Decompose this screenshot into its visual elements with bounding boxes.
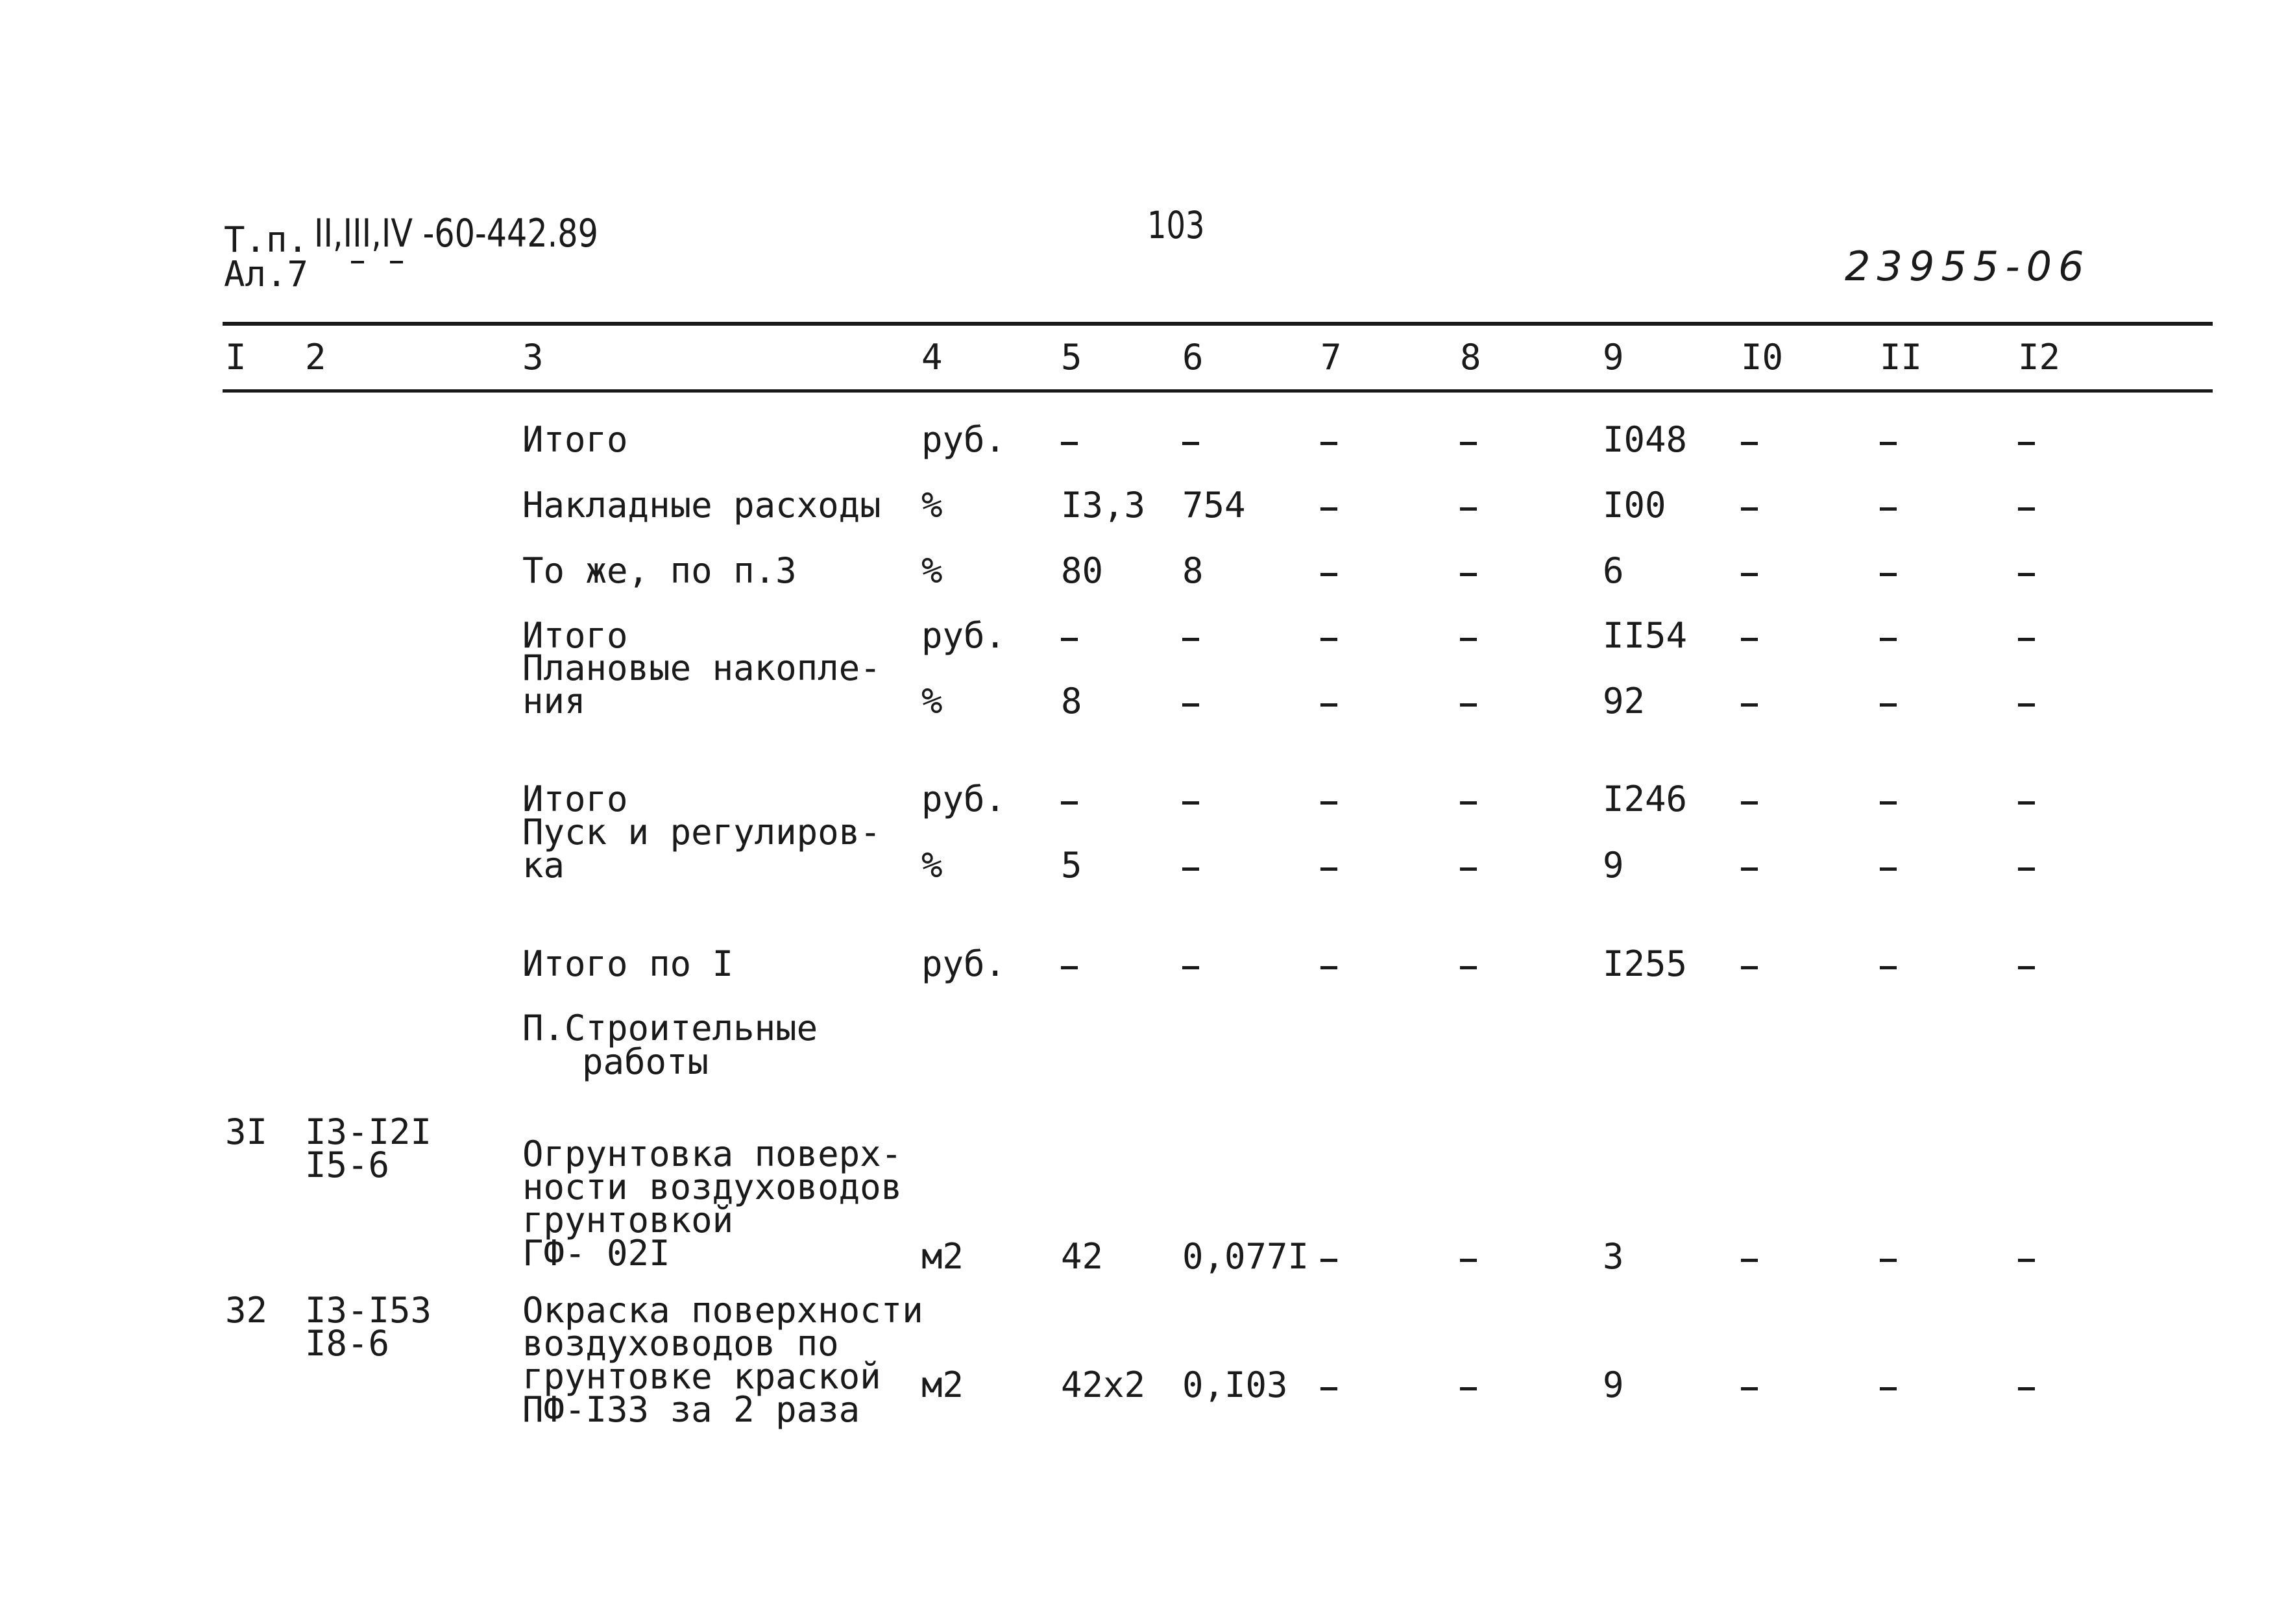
row-number: 3I	[225, 1111, 268, 1152]
cell-unit: м2	[921, 1236, 964, 1277]
cell-c6	[1182, 867, 1199, 871]
row-name-line: Итого по I	[522, 943, 734, 984]
cell-c8	[1460, 442, 1477, 445]
cell-c9: 6	[1603, 550, 1624, 591]
cell-c7	[1320, 573, 1337, 576]
cell-c11	[1880, 442, 1897, 445]
column-header-5: 5	[1061, 337, 1082, 378]
cell-c8	[1460, 1387, 1477, 1390]
cell-c8	[1460, 573, 1477, 576]
series-prefix: Т.п.	[224, 219, 309, 260]
cell-c7	[1320, 1259, 1337, 1262]
cell-c11	[1880, 573, 1897, 576]
cell-c7	[1320, 1387, 1337, 1390]
overline-mark	[390, 261, 403, 263]
document-number: 23955-06	[1845, 243, 2091, 290]
cell-unit: руб.	[921, 615, 1006, 656]
cell-c12	[2018, 703, 2035, 707]
overline-mark	[351, 261, 364, 263]
cell-c5: 5	[1061, 845, 1082, 886]
cell-c8	[1460, 507, 1477, 511]
cell-c7	[1320, 867, 1337, 871]
section-title-line-1: П.Строительные	[522, 1008, 818, 1048]
cell-c12	[2018, 1259, 2035, 1262]
cell-c8	[1460, 867, 1477, 871]
cell-unit: м2	[921, 1364, 964, 1405]
column-header-3: 3	[522, 337, 544, 378]
cell-c6: 0,077I	[1182, 1236, 1309, 1277]
cell-c7	[1320, 801, 1337, 805]
cell-c10	[1741, 507, 1758, 511]
cell-c10	[1741, 801, 1758, 805]
cell-c6: 8	[1182, 550, 1204, 591]
cell-c5: 8	[1061, 681, 1082, 721]
cell-c9: II54	[1603, 615, 1688, 656]
cell-c10	[1741, 703, 1758, 707]
cell-unit: руб.	[921, 943, 1006, 984]
cell-c10	[1741, 1387, 1758, 1390]
cell-c6: 0,I03	[1182, 1364, 1288, 1405]
series-code: II,III,IV -60-442.89	[314, 211, 598, 256]
cell-c5: 80	[1061, 550, 1104, 591]
cell-c12	[2018, 867, 2035, 871]
row-name-line: Итого	[522, 779, 628, 819]
column-header-6: 6	[1182, 337, 1204, 378]
cell-c5	[1061, 801, 1078, 805]
cell-unit: руб.	[921, 419, 1006, 460]
work-name-line: Огрунтовка поверх-	[522, 1133, 903, 1174]
row-name-line: Плановые накопле-	[522, 648, 881, 688]
work-name-line: Окраска поверхности	[522, 1290, 923, 1331]
cell-c12	[2018, 966, 2035, 969]
cell-c11	[1880, 1387, 1897, 1390]
row-name-line: Итого	[522, 419, 628, 460]
row-name-line: ка	[522, 845, 565, 886]
column-header-8: 8	[1460, 337, 1481, 378]
row-name-line: Итого	[522, 615, 628, 656]
cell-unit: руб.	[921, 779, 1006, 819]
row-name-line: То же, по п.3	[522, 550, 797, 591]
cell-c6	[1182, 801, 1199, 805]
cell-unit: %	[921, 845, 943, 886]
column-header-1: I	[225, 337, 247, 378]
norm-code-line: I3-I53	[305, 1290, 432, 1331]
cell-c9: I246	[1603, 779, 1688, 819]
cell-unit: %	[921, 485, 943, 526]
album-label: Ал.7	[224, 254, 309, 295]
cell-c10	[1741, 1259, 1758, 1262]
cell-c7	[1320, 703, 1337, 707]
work-name-line: ности воздуховодов	[522, 1167, 903, 1207]
column-header-2: 2	[305, 337, 326, 378]
cell-c12	[2018, 801, 2035, 805]
work-name-line: воздуховодов по	[522, 1323, 839, 1364]
column-header-12: I2	[2018, 337, 2061, 378]
cell-c11	[1880, 638, 1897, 641]
row-name-line: Пуск и регулиров-	[522, 812, 881, 853]
cell-c9: I00	[1603, 485, 1666, 526]
cell-c12	[2018, 573, 2035, 576]
cell-c5: I3,3	[1061, 485, 1146, 526]
cell-c11	[1880, 867, 1897, 871]
cell-c9: 3	[1603, 1236, 1624, 1277]
cell-c9: 9	[1603, 845, 1624, 886]
cell-c11	[1880, 507, 1897, 511]
cell-c10	[1741, 442, 1758, 445]
cell-c6	[1182, 638, 1199, 641]
cell-c6	[1182, 966, 1199, 969]
cell-c5	[1061, 966, 1078, 969]
cell-c10	[1741, 573, 1758, 576]
cell-c11	[1880, 966, 1897, 969]
cell-c6	[1182, 442, 1199, 445]
cell-c10	[1741, 638, 1758, 641]
cell-c7	[1320, 966, 1337, 969]
row-name-line: ния	[522, 681, 586, 721]
cell-c11	[1880, 801, 1897, 805]
cell-c6: 754	[1182, 485, 1246, 526]
norm-code-line: I8-6	[305, 1323, 390, 1364]
cell-c6	[1182, 703, 1199, 707]
row-name-line: Накладные расходы	[522, 485, 881, 526]
column-header-10: I0	[1741, 337, 1784, 378]
work-name-line: грунтовке краской	[522, 1356, 881, 1397]
cell-c12	[2018, 507, 2035, 511]
work-name-line: грунтовкой	[522, 1200, 734, 1241]
cell-c11	[1880, 1259, 1897, 1262]
cell-c12	[2018, 1387, 2035, 1390]
norm-code-line: I5-6	[305, 1145, 390, 1185]
column-header-7: 7	[1320, 337, 1342, 378]
cell-c5	[1061, 638, 1078, 641]
cell-c11	[1880, 703, 1897, 707]
cell-c10	[1741, 867, 1758, 871]
table-top-rule	[223, 322, 2213, 326]
work-name-line: ГФ- 02I	[522, 1233, 670, 1274]
cell-c8	[1460, 1259, 1477, 1262]
cell-unit: %	[921, 681, 943, 721]
cell-unit: %	[921, 550, 943, 591]
section-title-line-2: работы	[582, 1041, 709, 1082]
cell-c5: 42x2	[1061, 1364, 1146, 1405]
norm-code-line: I3-I2I	[305, 1111, 432, 1152]
column-header-11: II	[1880, 337, 1923, 378]
cell-c10	[1741, 966, 1758, 969]
cell-c7	[1320, 507, 1337, 511]
column-header-9: 9	[1603, 337, 1624, 378]
cell-c9: I048	[1603, 419, 1688, 460]
cell-c8	[1460, 801, 1477, 805]
cell-c9: 9	[1603, 1364, 1624, 1405]
row-number: 32	[225, 1290, 268, 1331]
cell-c12	[2018, 638, 2035, 641]
work-name-line: ПФ-I33 за 2 раза	[522, 1389, 860, 1430]
cell-c5	[1061, 442, 1078, 445]
cell-c12	[2018, 442, 2035, 445]
cell-c8	[1460, 703, 1477, 707]
column-header-4: 4	[921, 337, 943, 378]
table-header-rule	[223, 389, 2213, 393]
cell-c8	[1460, 966, 1477, 969]
cell-c7	[1320, 638, 1337, 641]
cell-c7	[1320, 442, 1337, 445]
cell-c9: I255	[1603, 943, 1688, 984]
cell-c9: 92	[1603, 681, 1646, 721]
page-number: 103	[1147, 203, 1205, 247]
cell-c8	[1460, 638, 1477, 641]
cell-c5: 42	[1061, 1236, 1104, 1277]
